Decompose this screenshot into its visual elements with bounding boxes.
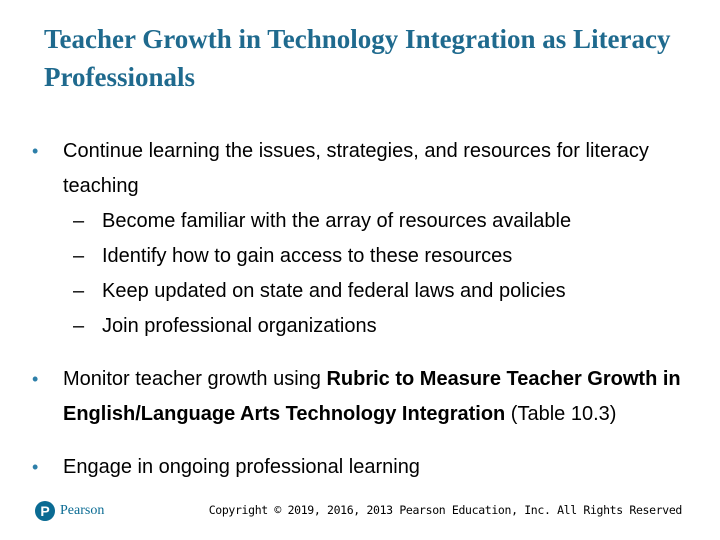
- bullet-text: Engage in ongoing professional learning: [63, 456, 420, 478]
- rubric-title-bold: Rubric to Measure Teacher Growth in English/Language Arts Technology Integration: [63, 368, 681, 425]
- sub-bullet-text: Become familiar with the array of resources available: [102, 210, 572, 232]
- sub-bullet-item: [30, 204, 690, 239]
- bullet-item: [30, 450, 690, 485]
- bullet-icon: •: [32, 141, 39, 161]
- dash-icon: –: [73, 280, 85, 302]
- pearson-logo-icon: P: [35, 501, 55, 521]
- dash-icon: –: [73, 315, 85, 337]
- sub-bullet-item: [30, 309, 690, 344]
- bullet-text-plain: Monitor teacher growth using: [63, 368, 327, 390]
- pearson-logo-text: Pearson: [60, 503, 105, 518]
- bullet-icon: •: [32, 457, 39, 477]
- bullet-icon: •: [32, 369, 39, 389]
- slide-title: Teacher Growth in Technology Integration as Literacy Professionals: [44, 24, 671, 92]
- bullet-item: [30, 362, 690, 432]
- bullet-text: [63, 362, 690, 432]
- sub-bullet-text: Identify how to gain access to these resources: [102, 245, 513, 267]
- sub-bullet-item: [30, 239, 690, 274]
- dash-icon: –: [73, 210, 85, 232]
- sub-bullet-item: [30, 274, 690, 309]
- copyright-notice: Copyright © 2019, 2016, 2013 Pearson Education, Inc. All Rights Reserved: [208, 503, 682, 517]
- bullet-item: [30, 134, 690, 204]
- bullet-text-plain: (Table 10.3): [505, 403, 617, 425]
- dash-icon: –: [73, 245, 85, 267]
- sub-bullet-text: Join professional organizations: [102, 315, 377, 337]
- pearson-logo: [35, 501, 104, 521]
- slide-footer: [0, 494, 720, 540]
- slide-body: [30, 134, 690, 485]
- sub-bullet-text: Keep updated on state and federal laws and policies: [102, 280, 566, 302]
- bullet-text: Continue learning the issues, strategies, and resources for literacy teaching: [63, 140, 649, 197]
